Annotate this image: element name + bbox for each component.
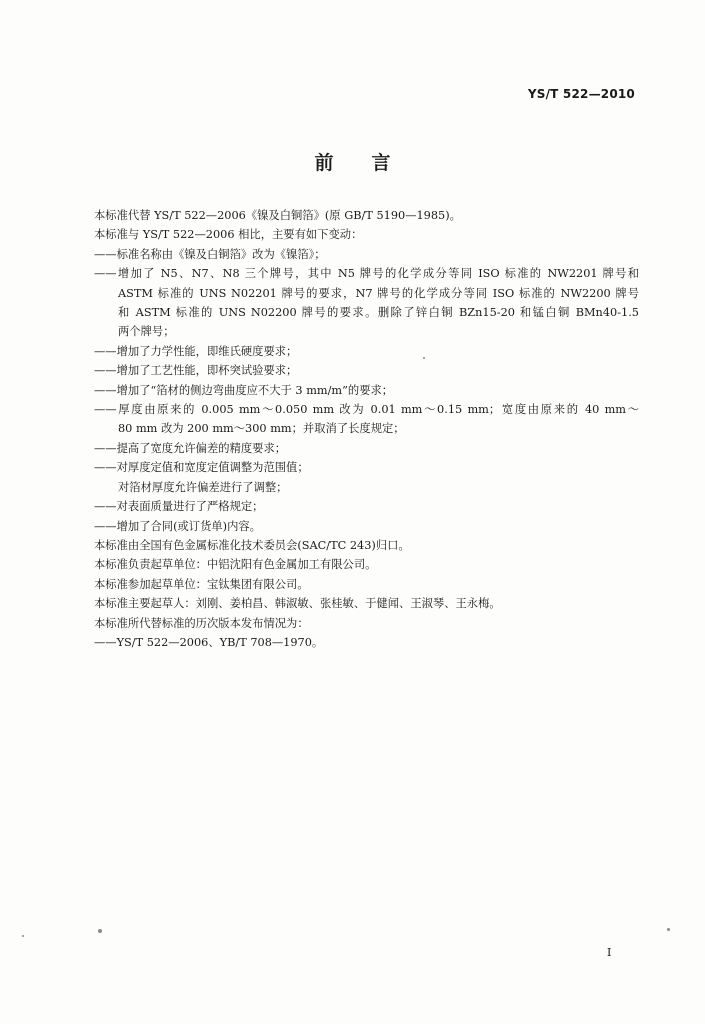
- scan-speck: [22, 935, 24, 937]
- paragraph-line: 本标准代替 YS/T 522—2006《镍及白铜箔》(原 GB/T 5190—1985)。: [94, 209, 461, 222]
- list-item-continuation: 和 ASTM 标准的 UNS N02200 牌号的要求。删除了锌白铜 BZn15-20 和锰白铜 BMn40-1.5: [118, 306, 639, 320]
- list-item-continuation: ASTM 标准的 UNS N02201 牌号的要求，N7 牌号的化学成分等同 ISO 标准的 NW2200 牌号: [118, 286, 639, 300]
- list-item: ——增加了合同(或订货单)内容。: [94, 519, 261, 533]
- list-item: ——标准名称由《镍及白铜箔》改为《镍箔》；: [94, 247, 326, 261]
- list-item: ——提高了宽度允许偏差的精度要求；: [94, 441, 287, 455]
- list-item: ——增加了 N5、N7、N8 三个牌号，其中 N5 牌号的化学成分等同 ISO 标准的 NW2201 牌号和: [94, 267, 639, 281]
- list-item: ——YS/T 522—2006、YB/T 708—1970。: [94, 635, 324, 649]
- scan-speck: [98, 929, 102, 933]
- paragraph-line: 本标准所代替标准的历次版本发布情况为：: [94, 616, 309, 630]
- list-item: ——增加了工艺性能，即杯突试验要求；: [94, 364, 298, 378]
- list-item-continuation: 80 mm 改为 200 mm～300 mm；并取消了长度规定；: [118, 422, 405, 436]
- page-number: I: [607, 946, 612, 959]
- list-item-continuation: 两个牌号；: [118, 325, 175, 339]
- page-title: 前言: [314, 152, 429, 174]
- list-item: ——增加了力学性能，即维氏硬度要求；: [94, 344, 298, 358]
- list-item: ——对厚度定值和宽度定值调整为范围值；: [94, 461, 309, 475]
- list-item-continuation: 对箔材厚度允许偏差进行了调整；: [118, 480, 288, 494]
- paragraph-line: 本标准参加起草单位：宝钛集团有限公司。: [94, 577, 309, 591]
- scan-speck: [667, 928, 670, 931]
- list-item: ——对表面质量进行了严格规定；: [94, 500, 264, 514]
- paragraph-line: 本标准主要起草人：刘刚、姜柏昌、韩淑敏、张桂敏、于健闻、王淑琴、王永梅。: [94, 597, 501, 611]
- standard-code: YS/T 522—2010: [527, 87, 635, 101]
- list-item: ——厚度由原来的 0.005 mm～0.050 mm 改为 0.01 mm～0.15 mm；宽度由原来的 40 mm～: [94, 403, 639, 417]
- paragraph-line: 本标准负责起草单位：中铝沈阳有色金属加工有限公司。: [94, 558, 377, 572]
- scan-speck: [423, 357, 425, 359]
- paragraph-line: 本标准与 YS/T 522—2006 相比，主要有如下变动：: [94, 228, 363, 242]
- list-item: ——增加了“箔材的侧边弯曲度应不大于 3 mm/m”的要求；: [94, 383, 394, 397]
- paragraph-line: 本标准由全国有色金属标准化技术委员会(SAC/TC 243)归口。: [94, 538, 410, 552]
- foreword-body: [94, 206, 639, 652]
